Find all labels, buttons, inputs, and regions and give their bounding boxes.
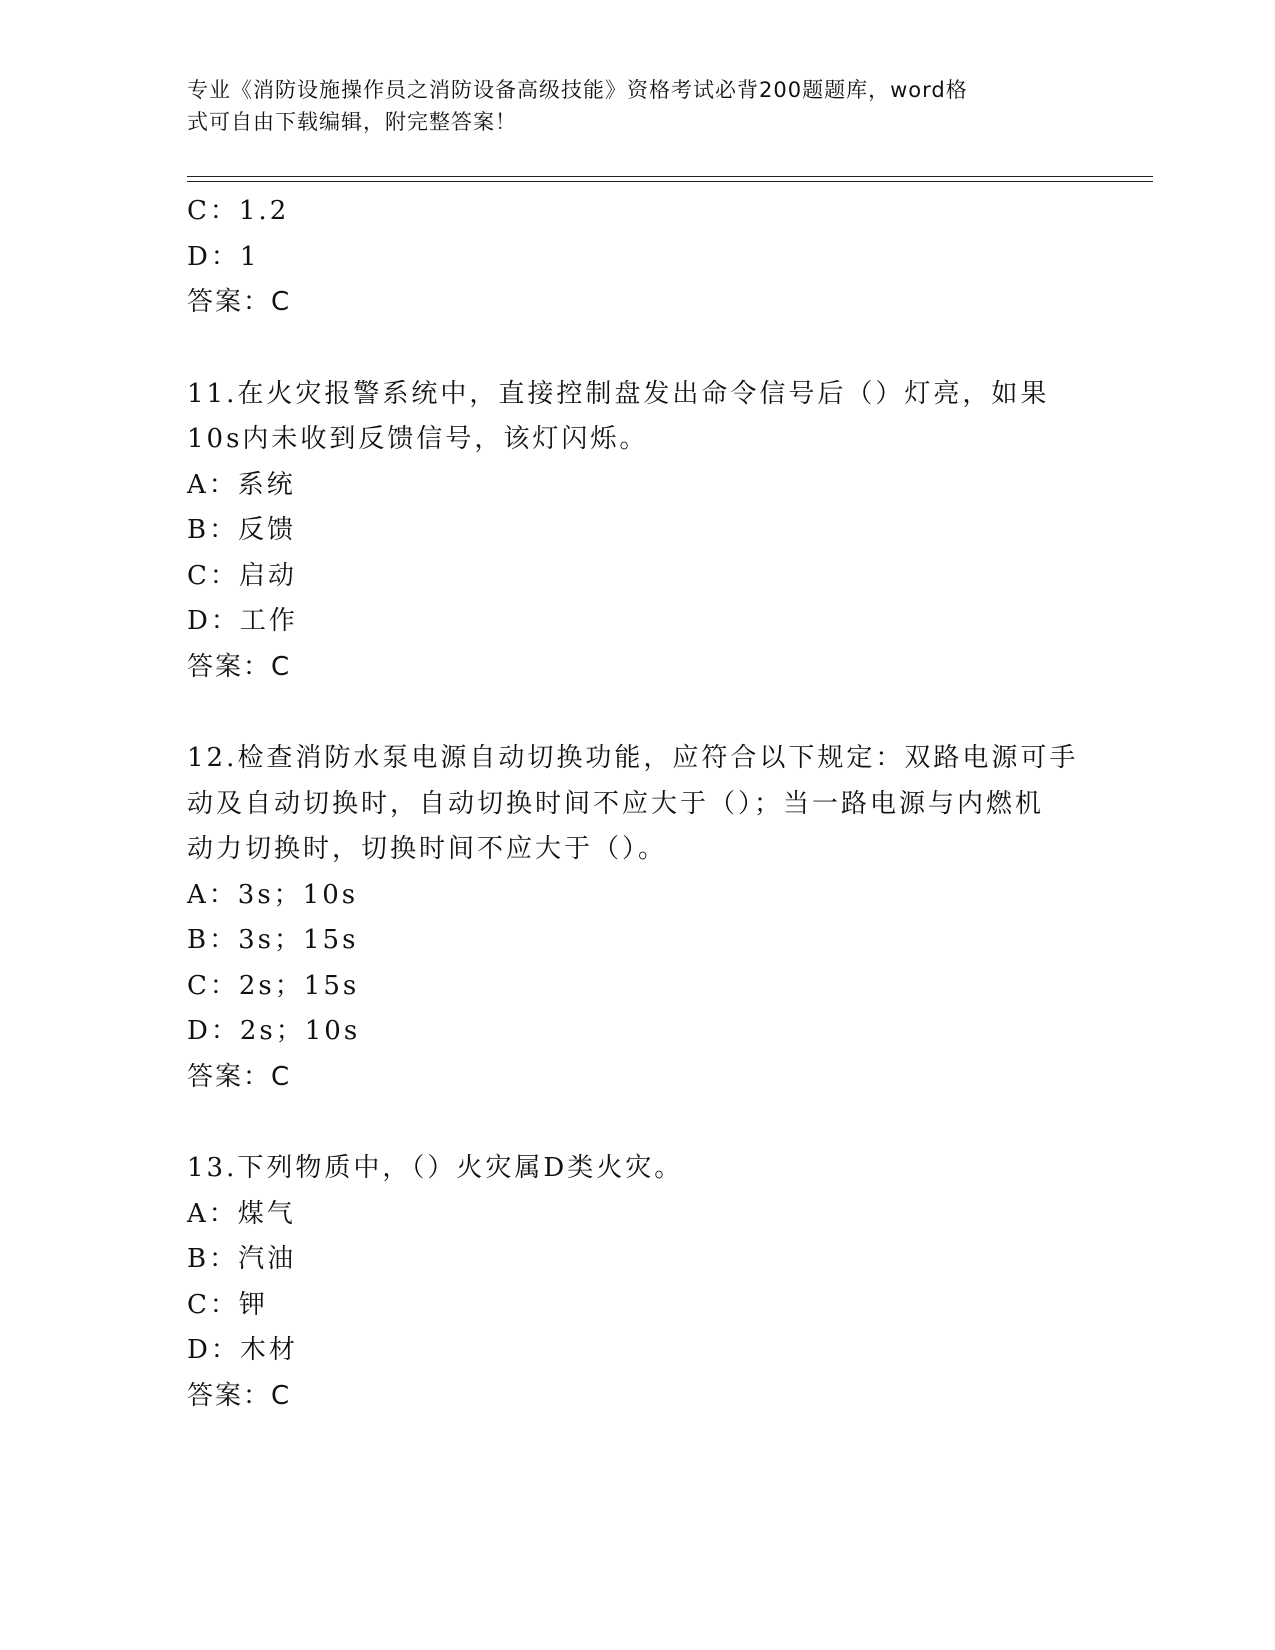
question-block-12 [187, 736, 1087, 1100]
option-c: C：2s；15s [187, 970, 360, 1001]
header-divider-bottom [187, 181, 1153, 182]
option-c: C：钾 [187, 1289, 268, 1320]
header-line-2: 式可自由下载编辑，附完整答案！ [187, 110, 517, 134]
spacer [187, 326, 1087, 372]
spacer [187, 690, 1087, 736]
answer-line: 答案：C [187, 1061, 292, 1092]
option-c: C：启动 [187, 560, 297, 591]
question-block-13 [187, 1146, 1087, 1419]
option-b: B：汽油 [187, 1244, 297, 1274]
question-stem: 13.下列物质中，（）火灾属D类火灾。 [187, 1153, 684, 1183]
option-d: D：2s；10s [187, 1016, 361, 1046]
document-header [187, 74, 1067, 138]
option-d: D：木材 [187, 1335, 298, 1365]
answer-line: 答案：C [187, 287, 292, 317]
answer-line: 答案：C [187, 1380, 292, 1411]
question-block-previous [187, 189, 1087, 326]
option-a: A：煤气 [187, 1198, 296, 1229]
option-b: B：反馈 [187, 515, 297, 545]
question-block-11 [187, 372, 1087, 691]
option-a: A：3s；10s [187, 879, 359, 910]
question-stem: 动力切换时，切换时间不应大于（）。 [187, 834, 668, 864]
option-d: D：1 [187, 241, 260, 272]
option-a: A：系统 [187, 469, 296, 500]
question-stem: 动及自动切换时，自动切换时间不应大于（）；当一路电源与内燃机 [187, 788, 1045, 819]
answer-line: 答案：C [187, 651, 292, 682]
option-b: B：3s；15s [187, 925, 359, 955]
question-stem: 12.检查消防水泵电源自动切换功能，应符合以下规定：双路电源可手 [187, 743, 1079, 773]
question-stem: 10s内未收到反馈信号，该灯闪烁。 [187, 424, 649, 454]
header-divider-top [187, 176, 1153, 177]
header-line-1: 专业《消防设施操作员之消防设备高级技能》资格考试必背200题题库，word格 [187, 78, 968, 102]
spacer [187, 1100, 1087, 1146]
document-body [187, 189, 1087, 1419]
option-d: D：工作 [187, 606, 298, 636]
question-stem: 11.在火灾报警系统中，直接控制盘发出命令信号后（）灯亮，如果 [187, 378, 1050, 409]
option-c: C：1.2 [187, 196, 290, 226]
